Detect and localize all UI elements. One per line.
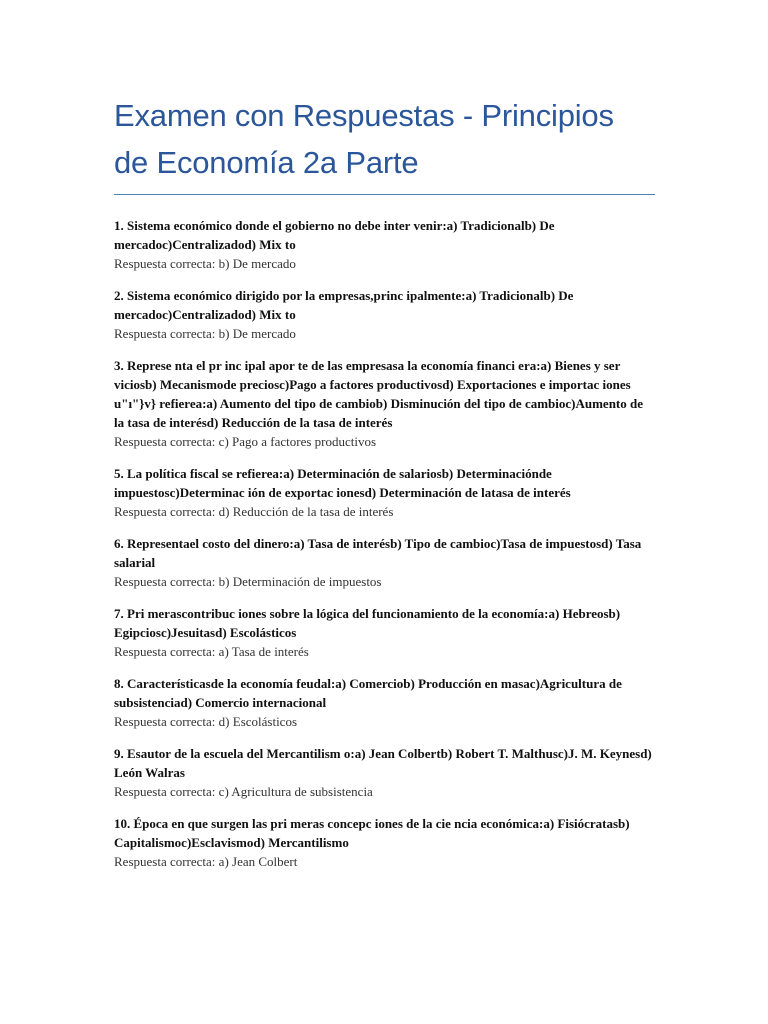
question-text: 8. Característicasde la economía feudal:a) Comerciob) Producción en masac)Agricultura de subsistenciad) Comercio internacional (114, 676, 622, 710)
answer-text: Respuesta correcta: c) Agricultura de subsistencia (114, 784, 373, 799)
answer-text: Respuesta correcta: a) Jean Colbert (114, 854, 298, 869)
answer-text: Respuesta correcta: a) Tasa de interés (114, 644, 309, 659)
question-text: 5. La política fiscal se refierea:a) Determinación de salariosb) Determinaciónde impuestosc)Determinac ión de exportac ionesd) Determinación de latasa de interés (114, 466, 571, 500)
answer-text: Respuesta correcta: d) Reducción de la tasa de interés (114, 504, 394, 519)
answer-text: Respuesta correcta: b) De mercado (114, 256, 296, 271)
document-page (114, 92, 654, 884)
question-item (114, 604, 654, 661)
answer-text: Respuesta correcta: c) Pago a factores productivos (114, 434, 377, 449)
question-item (114, 464, 654, 521)
question-item (114, 744, 654, 801)
question-text: 7. Pri merascontribuc iones sobre la lógica del funcionamiento de la economía:a) Hebreosb) Egipciosc)Jesuitasd) Escolásticos (114, 606, 621, 640)
question-item (114, 356, 654, 451)
question-item (114, 534, 654, 591)
answer-text: Respuesta correcta: b) De mercado (114, 326, 296, 341)
question-text: 10. Época en que surgen las pri meras concepc iones de la cie ncia económica:a) Fisiócratasb) Capitalismoc)Esclavismod) Mercantilismo (114, 816, 630, 850)
question-list (114, 216, 654, 871)
question-item (114, 814, 654, 871)
answer-text: Respuesta correcta: d) Escolásticos (114, 714, 298, 729)
title-underline (114, 194, 655, 195)
page-title: Examen con Respuestas - Principios de Economía 2a Parte (114, 98, 614, 180)
question-text: 1. Sistema económico donde el gobierno no debe inter venir:a) Tradicionalb) De mercadoc)Centralizadod) Mix to (114, 218, 555, 252)
question-item (114, 216, 654, 273)
question-text: 3. Represe nta el pr inc ipal apor te de las empresasa la economía financi era:a) Bienes y ser viciosb) Mecanismode preciosc)Pago a factores productivosd) Exportaciones e importac iones u"ı"}v} refierea:a) Aumento del tipo de cambiob) Disminución del tipo de cambioc)Aumento de la tasa de interésd) Reducción de la tasa de interés (114, 358, 644, 430)
answer-text: Respuesta correcta: b) Determinación de impuestos (114, 574, 382, 589)
question-text: 2. Sistema económico dirigido por la empresas,princ ipalmente:a) Tradicionalb) De mercadoc)Centralizadod) Mix to (114, 288, 574, 322)
question-text: 9. Esautor de la escuela del Mercantilism o:a) Jean Colbertb) Robert T. Malthusc)J. M. Keynesd) León Walras (114, 746, 652, 780)
question-text: 6. Representael costo del dinero:a) Tasa de interésb) Tipo de cambioc)Tasa de impuestosd) Tasa salarial (114, 536, 642, 570)
question-item (114, 674, 654, 731)
question-item (114, 286, 654, 343)
